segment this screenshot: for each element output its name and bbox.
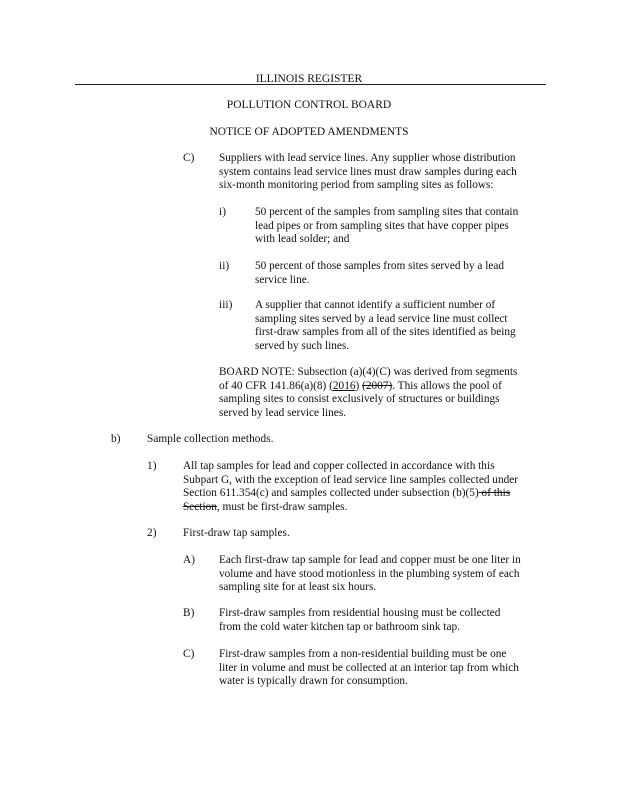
text-line: liter in volume and must be collected at an interior tap from which xyxy=(219,661,519,674)
text-line xyxy=(219,380,517,394)
text-line: Subpart G, with the exception of lead service line samples collected under xyxy=(183,473,519,486)
subitem-ii-text xyxy=(255,260,504,287)
register-title: ILLINOIS REGISTER xyxy=(255,73,363,85)
deleted-text: (2007) xyxy=(362,379,393,392)
deleted-text: of this xyxy=(478,487,511,499)
subitem-c-text xyxy=(219,648,519,689)
text-line: Each first-draw tap sample for lead and copper must be one liter in xyxy=(219,554,521,566)
text-line: from the cold water kitchen tap or bathroom sink tap. xyxy=(219,620,460,633)
item-1-label: 1) xyxy=(147,460,157,472)
board-title: POLLUTION CONTROL BOARD xyxy=(226,99,392,111)
notice-title: NOTICE OF ADOPTED AMENDMENTS xyxy=(209,126,409,138)
item-text: Section 611.354(c) and samples collected under subsection (b)(5) xyxy=(183,487,479,499)
board-note xyxy=(219,366,517,420)
item-2-label: 2) xyxy=(147,527,157,539)
text-line: All tap samples for lead and copper collected in accordance with this xyxy=(183,460,495,472)
text-line: sampling site for at least six hours. xyxy=(219,581,377,593)
item-1-text xyxy=(183,460,518,514)
subitem-i-text xyxy=(255,206,518,247)
subitem-ii-label: ii) xyxy=(219,260,230,272)
note-text: of 40 CFR 141.86(a)(8) xyxy=(219,379,330,392)
text-line: served by such lines. xyxy=(255,339,350,352)
text-line: 50 percent of the samples from sampling sites that contain xyxy=(255,206,519,218)
item-b-label: b) xyxy=(111,433,121,445)
text-line: 50 percent of those samples from sites served by a lead xyxy=(255,260,505,272)
item-c-label: C) xyxy=(183,152,195,164)
subitem-iii-text xyxy=(255,299,516,353)
text-line: system contains lead service lines must draw samples during each xyxy=(219,165,517,178)
text-line xyxy=(183,501,518,515)
text-line: A supplier that cannot identify a sufficient number of xyxy=(255,299,496,311)
text-line: First-draw samples from a non-residential building must be one xyxy=(219,648,507,660)
item-b-text: Sample collection methods. xyxy=(147,433,274,445)
text-line: First-draw samples from residential housing must be collected xyxy=(219,607,501,619)
subitem-c-label: C) xyxy=(183,648,195,660)
text-line: first-draw samples from all of the sites identified as being xyxy=(255,326,516,338)
text-line: BOARD NOTE: Subsection (a)(4)(C) was derived from segments xyxy=(219,366,518,378)
text-line xyxy=(183,487,518,501)
subitem-i-label: i) xyxy=(219,206,227,218)
text-line: six-month monitoring period from sampling sites as follows: xyxy=(219,179,494,191)
deleted-text: Section xyxy=(183,500,217,513)
text-line: service line. xyxy=(255,273,310,286)
item-text: , must be first-draw samples. xyxy=(216,500,348,513)
note-text: . This allows the pool of xyxy=(392,379,502,392)
subitem-iii-label: iii) xyxy=(219,299,233,311)
item-2-text: First-draw tap samples. xyxy=(183,527,290,539)
text-line: volume and have stood motionless in the plumbing system of each xyxy=(219,567,520,580)
inserted-text: (2016) xyxy=(329,379,360,392)
subitem-b-text xyxy=(219,607,500,634)
text-line: Suppliers with lead service lines. Any supplier whose distribution xyxy=(219,152,516,164)
text-line: lead pipes or from sampling sites that have copper pipes xyxy=(255,219,509,232)
text-line: served by lead service lines. xyxy=(219,406,347,419)
text-line: sampling sites served by a lead service line must collect xyxy=(255,312,508,325)
text-line: water is typically drawn for consumption. xyxy=(219,675,408,687)
header-rule xyxy=(75,84,546,85)
text-line: sampling sites to consist exclusively of structures or buildings xyxy=(219,393,500,405)
item-c-text xyxy=(219,152,517,193)
subitem-a-label: A) xyxy=(183,554,196,566)
subitem-b-label: B) xyxy=(183,607,195,619)
subitem-a-text xyxy=(219,554,521,595)
text-line: with lead solder; and xyxy=(255,233,350,245)
